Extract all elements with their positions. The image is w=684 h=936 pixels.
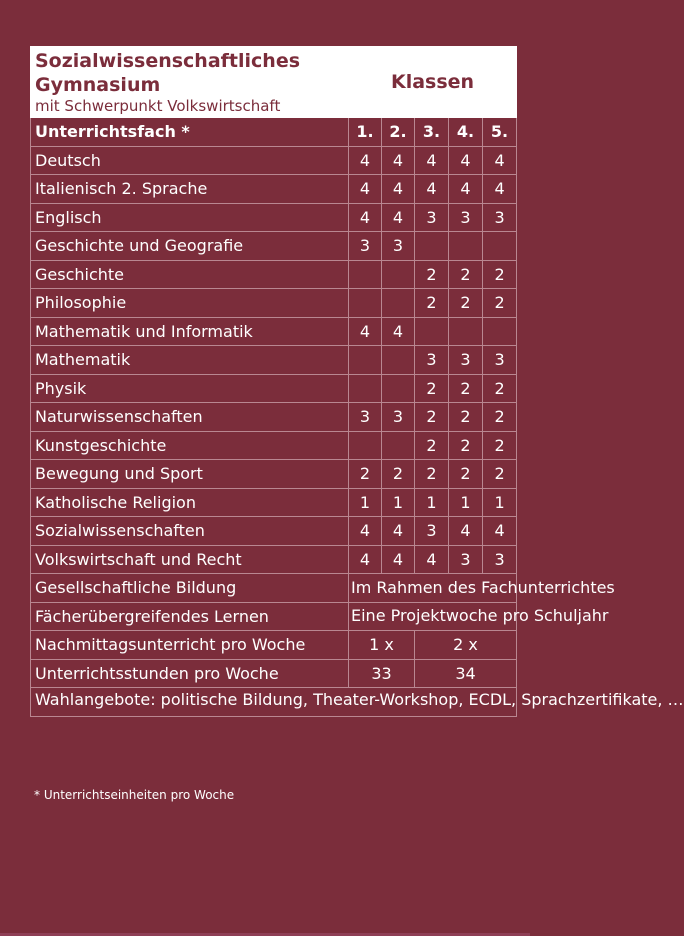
table-row: [31, 146, 517, 175]
hours-cell: 3: [483, 346, 517, 375]
hours-cell: 2: [415, 460, 449, 489]
hours-cell: 3: [449, 346, 483, 375]
hours-cell: 2: [483, 431, 517, 460]
subject-label: Mathematik: [31, 346, 349, 375]
hours-cell: [415, 317, 449, 346]
electives-text: Wahlangebote: politische Bildung, Theater-Workshop, ECDL, Sprachzertifikate, …: [31, 688, 517, 717]
hours-cell: [349, 374, 382, 403]
hours-cell: 4: [349, 545, 382, 574]
hours-cell: 3: [449, 545, 483, 574]
hours-cell: 3: [483, 545, 517, 574]
weekly-hours-label: Unterrichtsstunden pro Woche: [31, 659, 349, 688]
hours-cell: 4: [483, 146, 517, 175]
hours-cell: 4: [382, 545, 415, 574]
weekly-hours-row: [31, 659, 517, 688]
hours-cell: 1: [483, 488, 517, 517]
hours-cell: 2: [382, 460, 415, 489]
weekly-hours-value-1-2: 33: [349, 659, 415, 688]
hours-cell: 2: [349, 460, 382, 489]
header-row: [31, 47, 517, 118]
hours-cell: 2: [415, 260, 449, 289]
school-title-cell: [31, 47, 349, 118]
table-row: [31, 545, 517, 574]
social-education-value: Im Rahmen des Fachunterrichtes: [349, 574, 517, 603]
grade-header-1: 1.: [349, 118, 382, 147]
hours-cell: 2: [415, 403, 449, 432]
hours-cell: 4: [382, 175, 415, 204]
table-row: [31, 232, 517, 261]
hours-cell: 2: [415, 374, 449, 403]
subject-label: Geschichte: [31, 260, 349, 289]
hours-cell: [382, 431, 415, 460]
hours-cell: 2: [449, 431, 483, 460]
hours-cell: 3: [382, 232, 415, 261]
column-header-row: [31, 118, 517, 147]
hours-cell: 1: [382, 488, 415, 517]
hours-cell: [382, 346, 415, 375]
hours-cell: 2: [483, 460, 517, 489]
electives-row: [31, 688, 517, 717]
subject-column-header: Unterrichtsfach *: [31, 118, 349, 147]
hours-cell: 3: [449, 203, 483, 232]
hours-cell: 2: [483, 374, 517, 403]
curriculum-table: [30, 46, 684, 717]
afternoon-value-1-2: 1 x: [349, 631, 415, 660]
hours-cell: 4: [483, 175, 517, 204]
afternoon-value-3-5: 2 x: [415, 631, 517, 660]
footnote: * Unterrichtseinheiten pro Woche: [34, 788, 235, 802]
hours-cell: 4: [449, 517, 483, 546]
interdisciplinary-label: Fächerübergreifendes Lernen: [31, 602, 349, 631]
table-row: [31, 289, 517, 318]
subject-label: Kunstgeschichte: [31, 431, 349, 460]
hours-cell: 3: [382, 403, 415, 432]
grade-header-3: 3.: [415, 118, 449, 147]
grade-header-5: 5.: [483, 118, 517, 147]
hours-cell: 2: [449, 460, 483, 489]
subject-label: Englisch: [31, 203, 349, 232]
hours-cell: 4: [415, 545, 449, 574]
afternoon-row: [31, 631, 517, 660]
classes-heading: Klassen: [349, 47, 517, 118]
table-row: [31, 260, 517, 289]
school-title-line1: Sozialwissenschaftliches: [35, 50, 301, 72]
hours-cell: 2: [449, 260, 483, 289]
subject-label: Katholische Religion: [31, 488, 349, 517]
hours-cell: [349, 431, 382, 460]
table-row: [31, 346, 517, 375]
hours-cell: 1: [449, 488, 483, 517]
hours-cell: 4: [415, 146, 449, 175]
hours-cell: 4: [382, 146, 415, 175]
hours-cell: 1: [415, 488, 449, 517]
table-row: [31, 317, 517, 346]
hours-cell: 2: [415, 431, 449, 460]
hours-cell: [349, 289, 382, 318]
table-row: [31, 488, 517, 517]
afternoon-label: Nachmittagsunterricht pro Woche: [31, 631, 349, 660]
hours-cell: 3: [415, 346, 449, 375]
subject-label: Naturwissenschaften: [31, 403, 349, 432]
table-row: [31, 175, 517, 204]
subject-label: Volkswirtschaft und Recht: [31, 545, 349, 574]
hours-cell: 2: [483, 260, 517, 289]
hours-cell: 4: [483, 517, 517, 546]
table-row: [31, 517, 517, 546]
hours-cell: [349, 260, 382, 289]
subject-label: Bewegung und Sport: [31, 460, 349, 489]
hours-cell: 4: [449, 175, 483, 204]
hours-cell: [483, 317, 517, 346]
hours-cell: [483, 232, 517, 261]
hours-cell: 4: [449, 146, 483, 175]
hours-cell: 2: [483, 403, 517, 432]
hours-cell: 4: [349, 517, 382, 546]
hours-cell: 3: [415, 203, 449, 232]
hours-cell: [382, 289, 415, 318]
social-education-label: Gesellschaftliche Bildung: [31, 574, 349, 603]
subject-label: Deutsch: [31, 146, 349, 175]
hours-cell: [415, 232, 449, 261]
hours-cell: [382, 260, 415, 289]
table-row: [31, 403, 517, 432]
hours-cell: 2: [483, 289, 517, 318]
hours-cell: [449, 232, 483, 261]
subject-label: Italienisch 2. Sprache: [31, 175, 349, 204]
hours-cell: 4: [349, 146, 382, 175]
grade-header-4: 4.: [449, 118, 483, 147]
table-row: [31, 203, 517, 232]
subject-label: Philosophie: [31, 289, 349, 318]
hours-cell: 4: [382, 203, 415, 232]
hours-cell: 4: [382, 317, 415, 346]
hours-cell: 3: [349, 232, 382, 261]
interdisciplinary-value: Eine Projektwoche pro Schuljahr: [349, 602, 517, 631]
hours-cell: 3: [483, 203, 517, 232]
hours-cell: 2: [449, 289, 483, 318]
subject-label: Sozialwissenschaften: [31, 517, 349, 546]
hours-cell: 2: [449, 403, 483, 432]
grade-header-2: 2.: [382, 118, 415, 147]
hours-cell: 4: [415, 175, 449, 204]
hours-cell: 4: [349, 175, 382, 204]
school-subtitle: mit Schwerpunkt Volkswirtschaft: [35, 97, 281, 115]
hours-cell: 1: [349, 488, 382, 517]
table-row: [31, 431, 517, 460]
interdisciplinary-row: [31, 602, 517, 631]
hours-cell: 2: [415, 289, 449, 318]
subject-label: Physik: [31, 374, 349, 403]
social-education-row: [31, 574, 517, 603]
hours-cell: [349, 346, 382, 375]
subject-label: Mathematik und Informatik: [31, 317, 349, 346]
hours-cell: 2: [449, 374, 483, 403]
subject-label: Geschichte und Geografie: [31, 232, 349, 261]
hours-cell: 3: [415, 517, 449, 546]
school-title-line2: Gymnasium: [35, 74, 161, 96]
weekly-hours-value-3-5: 34: [415, 659, 517, 688]
hours-cell: [382, 374, 415, 403]
hours-cell: [449, 317, 483, 346]
table-row: [31, 460, 517, 489]
hours-cell: 4: [349, 317, 382, 346]
hours-cell: 3: [349, 403, 382, 432]
table-row: [31, 374, 517, 403]
hours-cell: 4: [382, 517, 415, 546]
hours-cell: 4: [349, 203, 382, 232]
